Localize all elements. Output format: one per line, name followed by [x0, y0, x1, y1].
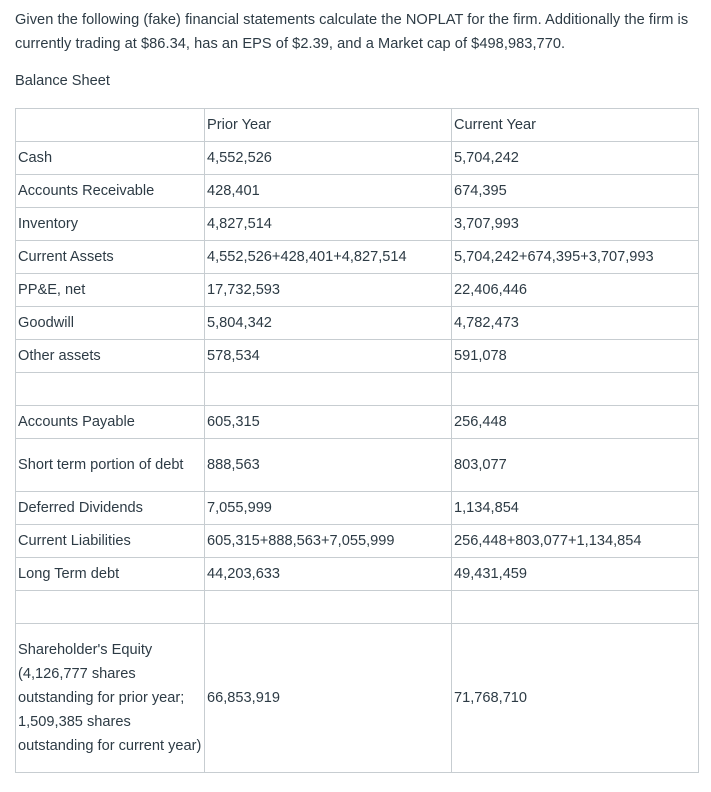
table-row-current-assets — [16, 241, 699, 274]
table-row-empty — [16, 591, 699, 624]
prior-year-value: 888,563 — [205, 439, 452, 492]
balance-sheet-table — [15, 108, 699, 773]
row-label: Cash — [16, 142, 205, 175]
current-year-value: 5,704,242+674,395+3,707,993 — [452, 241, 699, 274]
question-intro: Given the following (fake) financial statements calculate the NOPLAT for the firm. Additionally the firm is currently trading at $86.34, has an EPS of $2.39, and a Market cap of $498,983,770. — [15, 12, 689, 52]
table-row-accounts-receivable — [16, 175, 699, 208]
prior-year-value: 605,315+888,563+7,055,999 — [205, 525, 452, 558]
table-row-ppe-net — [16, 274, 699, 307]
prior-year-value: 428,401 — [205, 175, 452, 208]
table-row-deferred-dividends — [16, 492, 699, 525]
prior-year-value: 17,732,593 — [205, 274, 452, 307]
table-row-goodwill — [16, 307, 699, 340]
header-cell-prior-year: Prior Year — [205, 109, 452, 142]
row-label: Accounts Receivable — [16, 175, 205, 208]
table-header-row — [16, 109, 699, 142]
row-label: Long Term debt — [16, 558, 205, 591]
current-year-value: 803,077 — [452, 439, 699, 492]
current-year-value: 4,782,473 — [452, 307, 699, 340]
row-label: PP&E, net — [16, 274, 205, 307]
current-year-value: 5,704,242 — [452, 142, 699, 175]
table-row-empty — [16, 373, 699, 406]
prior-year-value: 7,055,999 — [205, 492, 452, 525]
prior-year-value: 66,853,919 — [205, 624, 452, 773]
question-content — [0, 0, 711, 93]
row-label: Goodwill — [16, 307, 205, 340]
prior-year-value: 4,552,526+428,401+4,827,514 — [205, 241, 452, 274]
table-row-accounts-payable — [16, 406, 699, 439]
header-cell-current-year: Current Year — [452, 109, 699, 142]
table-row-current-liabilities — [16, 525, 699, 558]
current-year-value: 256,448+803,077+1,134,854 — [452, 525, 699, 558]
current-year-value — [452, 373, 699, 406]
prior-year-value — [205, 591, 452, 624]
row-label: Other assets — [16, 340, 205, 373]
row-label: Shareholder's Equity (4,126,777 shares outstanding for prior year; 1,509,385 shares outstanding for current year) — [16, 624, 205, 773]
current-year-value: 674,395 — [452, 175, 699, 208]
prior-year-value: 4,552,526 — [205, 142, 452, 175]
row-label: Short term portion of debt — [16, 439, 205, 492]
current-year-value: 591,078 — [452, 340, 699, 373]
row-label: Deferred Dividends — [16, 492, 205, 525]
row-label — [16, 591, 205, 624]
prior-year-value: 4,827,514 — [205, 208, 452, 241]
row-label — [16, 373, 205, 406]
table-row-other-assets — [16, 340, 699, 373]
prior-year-value — [205, 373, 452, 406]
current-year-value: 3,707,993 — [452, 208, 699, 241]
row-label: Inventory — [16, 208, 205, 241]
prior-year-value: 605,315 — [205, 406, 452, 439]
section-title: Balance Sheet — [15, 73, 110, 89]
prior-year-value: 578,534 — [205, 340, 452, 373]
table-row-cash — [16, 142, 699, 175]
row-label: Current Assets — [16, 241, 205, 274]
table-row-inventory — [16, 208, 699, 241]
table-row-shareholders-equity — [16, 624, 699, 773]
row-label: Accounts Payable — [16, 406, 205, 439]
prior-year-value: 44,203,633 — [205, 558, 452, 591]
table-row-short-term-debt — [16, 439, 699, 492]
current-year-value — [452, 591, 699, 624]
table-row-long-term-debt — [16, 558, 699, 591]
row-label: Current Liabilities — [16, 525, 205, 558]
current-year-value: 1,134,854 — [452, 492, 699, 525]
current-year-value: 256,448 — [452, 406, 699, 439]
current-year-value: 71,768,710 — [452, 624, 699, 773]
current-year-value: 22,406,446 — [452, 274, 699, 307]
prior-year-value: 5,804,342 — [205, 307, 452, 340]
current-year-value: 49,431,459 — [452, 558, 699, 591]
header-cell-label — [16, 109, 205, 142]
